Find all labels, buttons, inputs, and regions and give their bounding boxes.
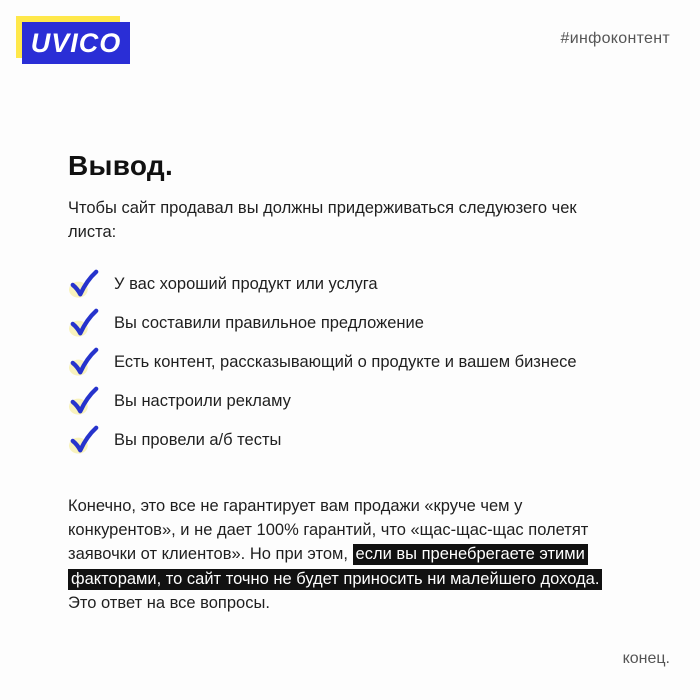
logo-text: UVICO	[30, 27, 122, 58]
uvico-logo	[22, 22, 130, 64]
checkmark-icon	[68, 308, 100, 338]
outro-text	[68, 494, 628, 615]
checkmark-icon	[68, 347, 100, 377]
checklist-item-label: Вы провели а/б тесты	[114, 430, 282, 449]
checklist-item	[68, 382, 634, 421]
checkmark-icon	[68, 269, 100, 299]
checkmark-icon	[68, 425, 100, 455]
checklist-item	[68, 343, 634, 382]
end-label: конец.	[622, 650, 670, 667]
checklist-item-label: Вы настроили рекламу	[114, 391, 291, 410]
logo-blue-box	[22, 22, 130, 64]
page-title: Вывод.	[68, 150, 174, 181]
checklist-item	[68, 265, 634, 304]
checklist-item-label: Есть контент, рассказывающий о продукте и вашем бизнесе	[114, 352, 577, 371]
outro-after-highlight: Это ответ на все вопросы.	[68, 593, 270, 612]
outro-highlighted-text: если вы пренебрегаете этими факторами, то сайт точно не будет приносить ни малейшего дохода.	[68, 544, 602, 589]
intro-text: Чтобы сайт продавал вы должны придерживаться следуюзего чек листа:	[68, 199, 577, 241]
main-content	[68, 150, 634, 615]
hashtag-label: #инфоконтент	[560, 30, 670, 47]
checklist-item	[68, 421, 634, 460]
checklist-item-label: Вы составили правильное предложение	[114, 313, 424, 332]
checklist-item	[68, 304, 634, 343]
checklist-item-label: У вас хороший продукт или услуга	[114, 274, 378, 293]
outro-before-highlight: Конечно, это все не гарантирует вам продажи «круче чем у конкурентов», и не дает 100% гарантий, что «щас-щас-щас полетят заявочки от клиентов». Но при этом,	[68, 496, 589, 564]
checklist	[68, 265, 634, 460]
checkmark-icon	[68, 386, 100, 416]
